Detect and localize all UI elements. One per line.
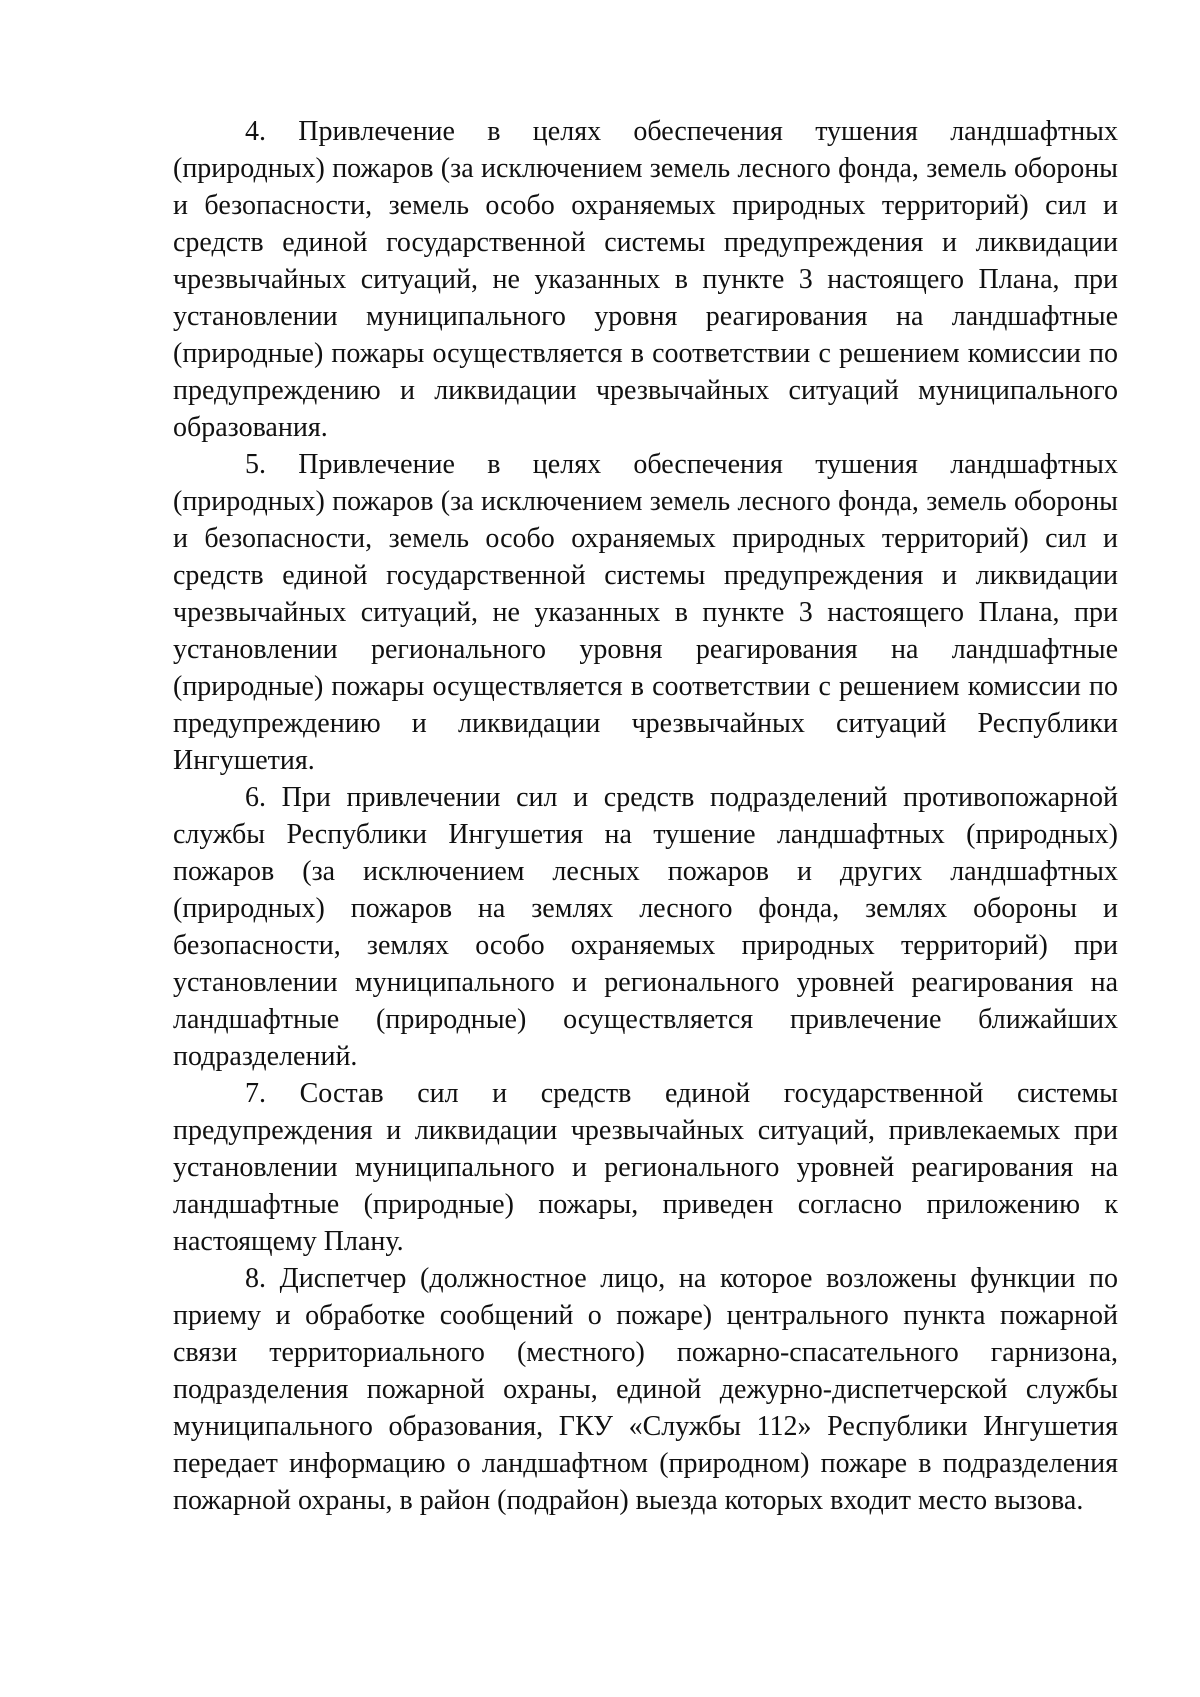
paragraph-4: 4. Привлечение в целях обеспечения тушения ландшафтных (природных) пожаров (за исключением земель лесного фонда, земель обороны и безопасности, земель особо охраняемых природных территорий) сил и средств единой государственной системы предупреждения и ликвидации чрезвычайных ситуаций, не указанных в пункте 3 настоящего Плана, при установлении муниципального уровня реагирования на ландшафтные (природные) пожары осуществляется в соответствии с решением комиссии по предупреждению и ликвидации чрезвычайных ситуаций муниципального образования. <box>173 116 1118 443</box>
paragraph-8: 8. Диспетчер (должностное лицо, на которое возложены функции по приему и обработке сообщений о пожаре) центрального пункта пожарной связи территориального (местного) пожарно-спасательного гарнизона, подразделения пожарной охраны, единой дежурно-диспетчерской службы муниципального образования, ГКУ «Службы 112» Республики Ингушетия передает информацию о ландшафтном (природном) пожаре в подразделения пожарной охраны, в район (подрайон) выезда которых входит место вызова. <box>173 1263 1118 1516</box>
document-body <box>173 113 1118 1519</box>
paragraph-7: 7. Состав сил и средств единой государственной системы предупреждения и ликвидации чрезвычайных ситуаций, привлекаемых при установлении муниципального и регионального уровней реагирования на ландшафтные (природные) пожары, приведен согласно приложению к настоящему Плану. <box>173 1078 1118 1257</box>
paragraph-5: 5. Привлечение в целях обеспечения тушения ландшафтных (природных) пожаров (за исключением земель лесного фонда, земель обороны и безопасности, земель особо охраняемых природных территорий) сил и средств единой государственной системы предупреждения и ликвидации чрезвычайных ситуаций, не указанных в пункте 3 настоящего Плана, при установлении регионального уровня реагирования на ландшафтные (природные) пожары осуществляется в соответствии с решением комиссии по предупреждению и ликвидации чрезвычайных ситуаций Республики Ингушетия. <box>173 449 1118 776</box>
paragraph-6: 6. При привлечении сил и средств подразделений противопожарной службы Республики Ингушетия на тушение ландшафтных (природных) пожаров (за исключением лесных пожаров и других ландшафтных (природных) пожаров на землях лесного фонда, землях обороны и безопасности, землях особо охраняемых природных территорий) при установлении муниципального и регионального уровней реагирования на ландшафтные (природные) осуществляется привлечение ближайших подразделений. <box>173 782 1118 1072</box>
